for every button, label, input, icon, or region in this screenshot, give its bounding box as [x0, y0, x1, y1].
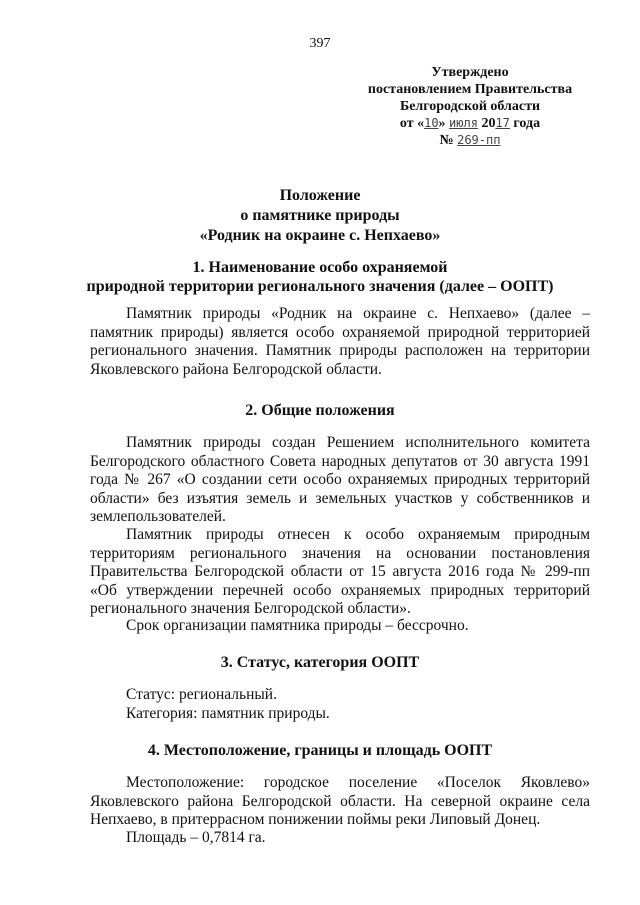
- approval-number: [340, 132, 600, 149]
- section-1-paragraph: Памятник природы «Родник на окраине с. Непхаево» (далее – памятник природы) является особо охраняемой природной территорией регионального значения. Памятник природы расположен на территории Яковлевского района Белгородской области.: [90, 305, 590, 378]
- date-suffix: года: [513, 116, 541, 131]
- title-line-3: «Родник на окраине с. Непхаево»: [199, 227, 441, 244]
- date-prefix: от «: [399, 116, 425, 131]
- section-3-heading: 3. Статус, категория ООПТ: [220, 654, 420, 671]
- date-mid: »: [438, 116, 446, 131]
- section-1-heading: [0, 258, 640, 296]
- approval-line-3: Белгородской области: [399, 99, 541, 114]
- title-line-2: о памятнике природы: [240, 207, 400, 224]
- approval-stamp: [340, 64, 600, 149]
- section-2-paragraph-1: Памятник природы создан Решением исполнительного комитета Белгородского областного Совета народных депутатов от 30 августа 1991 года № 267 «О создании сети особо охраняемых природных территорий области» без изъятия земель и земельных участков у собственников и землепользователей.: [90, 434, 590, 526]
- number-value: 269-пп: [457, 133, 501, 147]
- section-1-heading-line-2: природной территории регионального значения (далее – ООПТ): [86, 278, 554, 295]
- approval-date: [340, 115, 600, 132]
- section-4-heading: 4. Местоположение, границы и площадь ООПТ: [147, 742, 493, 759]
- section-3-status: Статус: региональный.: [126, 686, 277, 703]
- approval-line-2: постановлением Правительства: [367, 82, 573, 97]
- date-year-prefix: 20: [481, 116, 496, 131]
- document-title: [0, 186, 640, 246]
- section-4-location: Местоположение: городское поселение «Поселок Яковлево» Яковлевского района Белгородской области. На северной окраине села Непхаево, в притеррасном понижении поймы реки Липовый Донец.: [90, 774, 590, 829]
- page-number: 397: [309, 36, 331, 51]
- section-1-heading-line-1: 1. Наименование особо охраняемой: [192, 259, 448, 276]
- date-year-suffix: 17: [495, 116, 510, 130]
- section-2-paragraph-3: Срок организации памятника природы – бессрочно.: [126, 617, 469, 634]
- number-prefix: №: [439, 133, 454, 148]
- section-3-category: Категория: памятник природы.: [126, 705, 330, 722]
- date-day: 10: [424, 116, 439, 130]
- section-4-area: Площадь – 0,7814 га.: [126, 829, 266, 846]
- approval-line-1: Утверждено: [431, 65, 509, 80]
- section-2-paragraph-2: Памятник природы отнесен к особо охраняемым природным территориям регионального значения на основании постановления Правительства Белгородской области от 15 августа 2016 года № 299-пп «Об утверждении перечней особо охраняемых природных территорий регионального значения Белгородской области».: [90, 526, 590, 618]
- title-line-1: Положение: [279, 187, 361, 204]
- date-month: июля: [449, 116, 478, 130]
- section-2-heading: 2. Общие положения: [245, 402, 395, 419]
